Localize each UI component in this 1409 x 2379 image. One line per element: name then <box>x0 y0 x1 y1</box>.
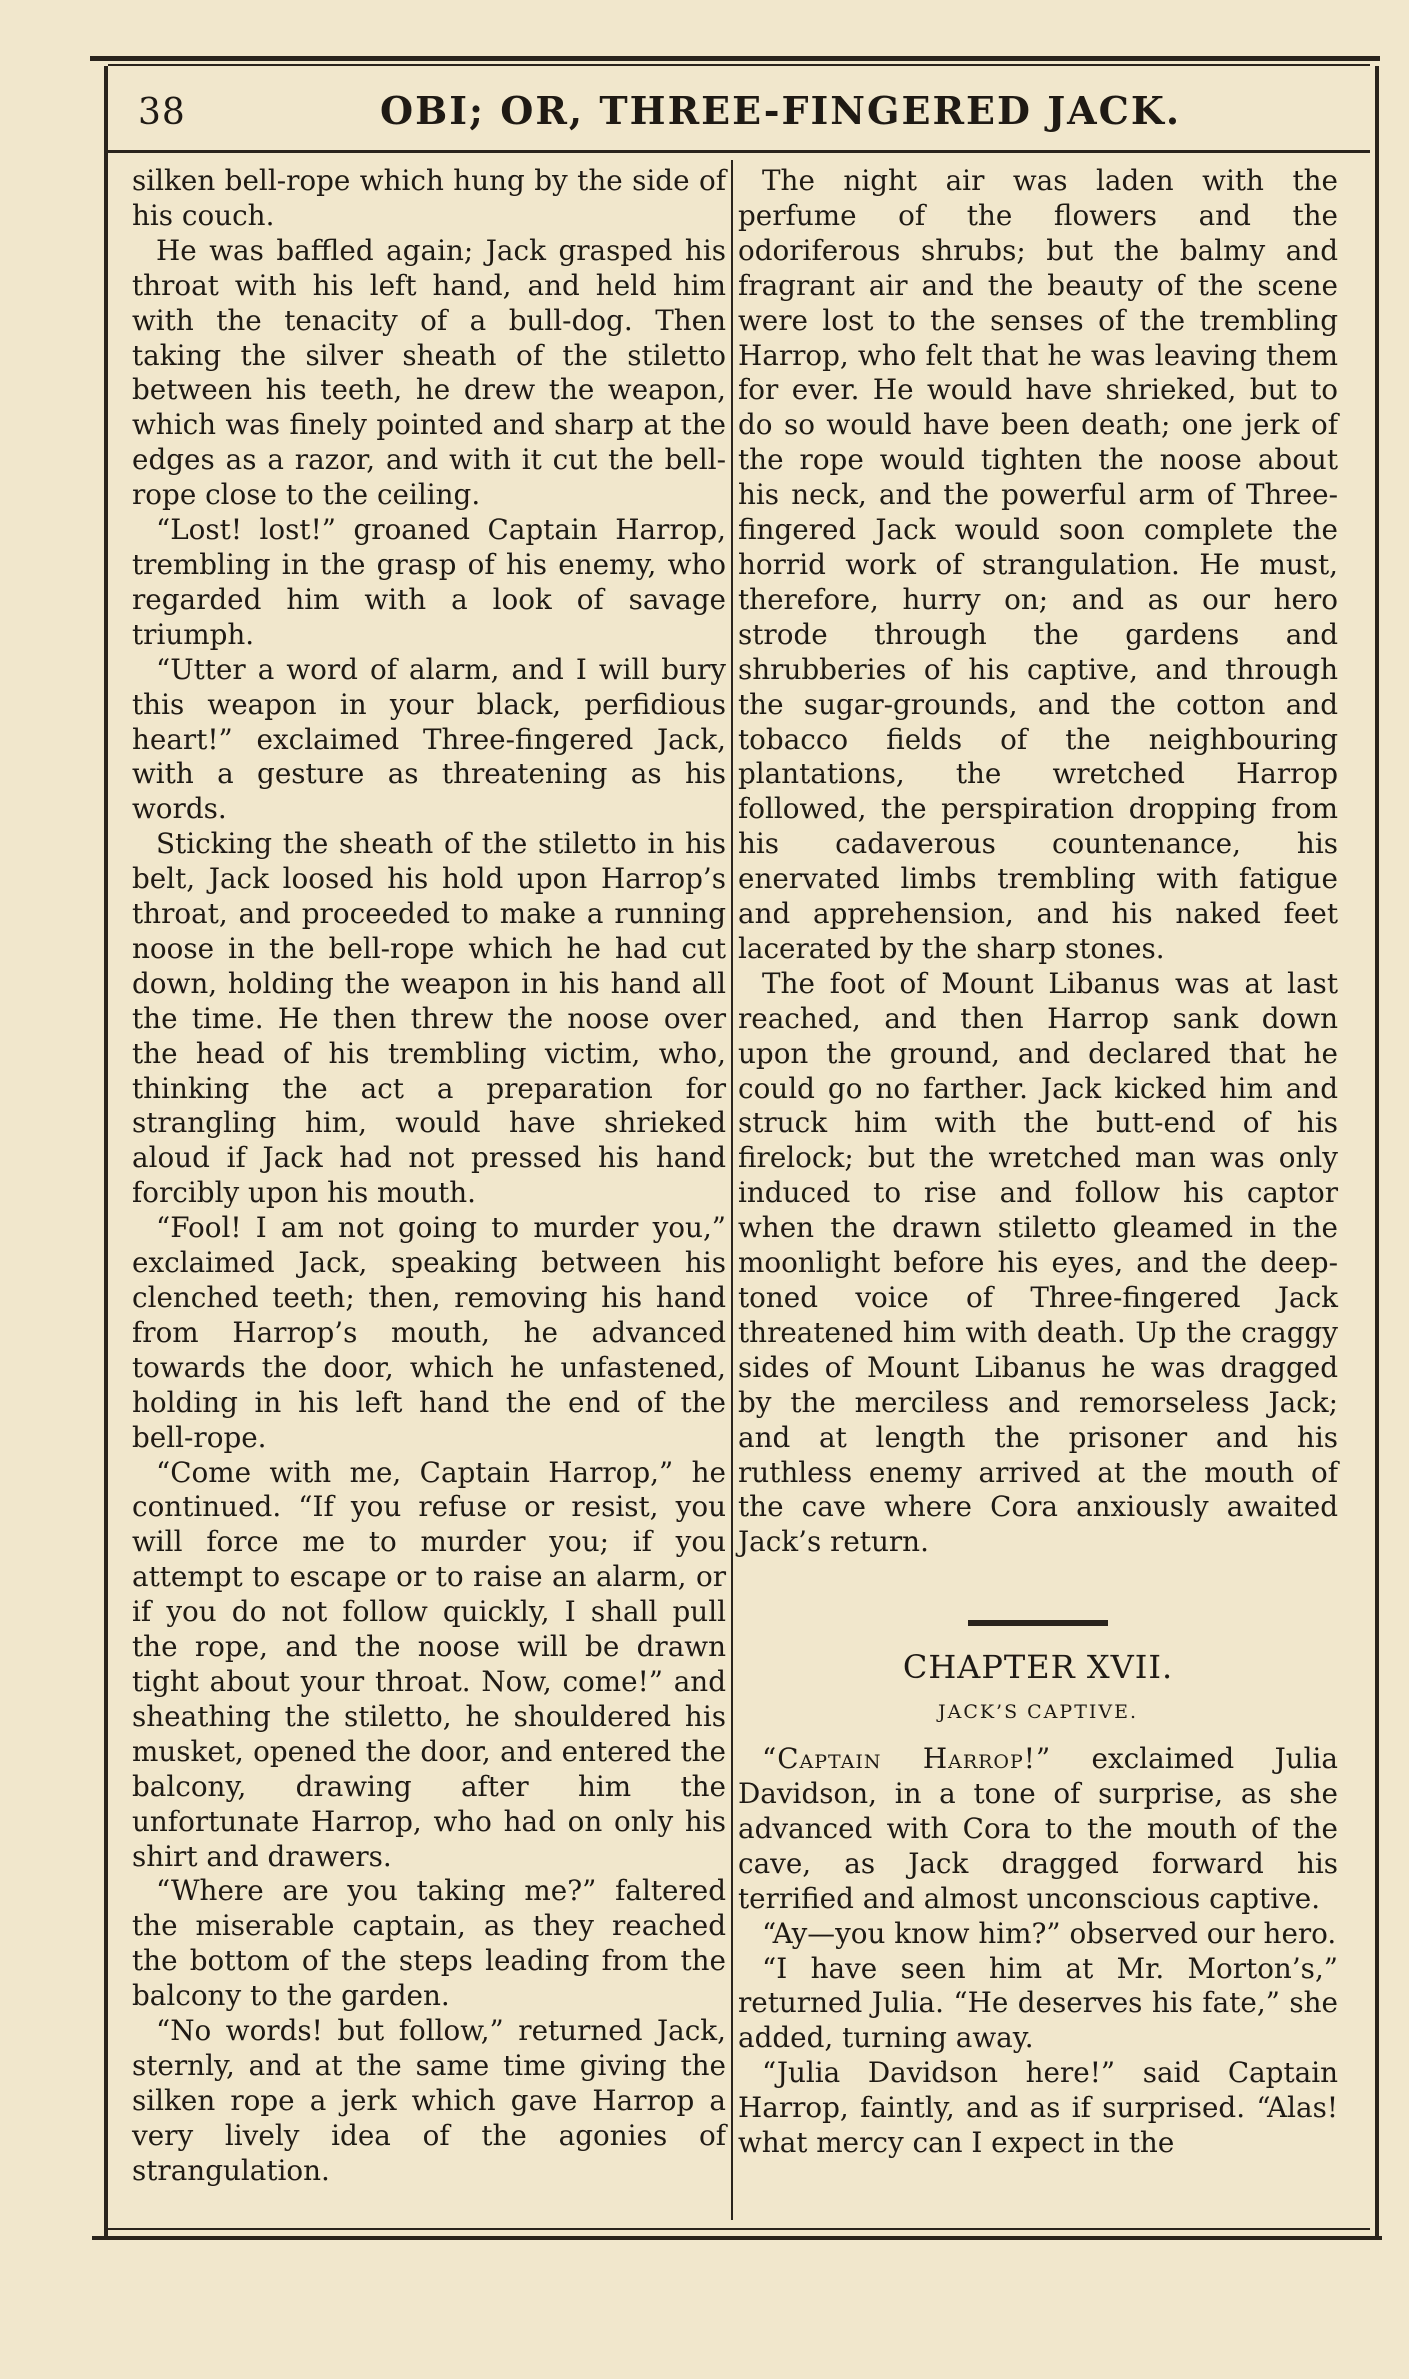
paragraph: “I have seen him at Mr. Morton’s,” returned Julia. “He deserves his fate,” she added, turning away. <box>738 1951 1338 2055</box>
paragraph: The foot of Mount Libanus was at last reached, and then Harrop sank down upon the ground, and declared that he could go no farther. Jack kicked him and struck him with the butt-end of his firelock; but the wretched man was only induced to rise and follow his captor when the drawn stiletto gleamed in the moonlight before his eyes, and the deep-toned voice of Three-fingered Jack threatened him with death. Up the craggy sides of Mount Libanus he was dragged by the merciless and remorseless Jack; and at length the prisoner and his ruthless enemy arrived at the mouth of the cave where Cora anxiously awaited Jack’s return. <box>738 966 1338 1559</box>
paragraph: “Utter a word of alarm, and I will bury this weapon in your black, perfidious heart!” exclaimed Three-fingered Jack, with a gesture as threatening as his words. <box>132 652 726 826</box>
paragraph: “Come with me, Captain Harrop,” he continued. “If you refuse or resist, you will force me to murder you; if you attempt to escape or to raise an alarm, or if you do not follow quickly, I shall pull the rope, and the noose will be drawn tight about your throat. Now, come!” and sheathing the stiletto, he shouldered his musket, opened the door, and entered the balcony, drawing after him the unfortunate Harrop, who had on only his shirt and drawers. <box>132 1455 726 1873</box>
chapter-title: CHAPTER XVII. <box>902 1648 1174 1687</box>
bottom-border-rule <box>92 2236 1382 2240</box>
paragraph: Sticking the sheath of the stiletto in his belt, Jack loosed his hold upon Harrop’s throat, and proceeded to make a running noose in the bell-rope which he had cut down, holding the weapon in his hand all the time. He then threw the noose over the head of his trembling victim, who, thinking the act a preparation for strangling him, would have shrieked aloud if Jack had not pressed his hand forcibly upon his mouth. <box>132 827 726 1210</box>
top-border-rule <box>90 56 1380 61</box>
paragraph: “Fool! I am not going to murder you,” exclaimed Jack, speaking between his clenched teeth; then, removing his hand from Harrop’s mouth, he advanced towards the door, which he unfastened, holding in his left hand the end of the bell-rope. <box>132 1211 726 1454</box>
paragraph: “Where are you taking me?” faltered the miserable captain, as they reached the bottom of the steps leading from the balcony to the garden. <box>132 1874 726 2013</box>
paragraph: “Ay—you know him?” observed our hero. <box>762 1916 1337 1950</box>
page-number: 38 <box>138 92 186 133</box>
right-column <box>738 164 1338 2161</box>
paragraph: He was baffled again; Jack grasped his throat with his left hand, and held him with the tenacity of a bull-dog. Then taking the silver sheath of the stiletto between his teeth, he drew the weapon, which was finely pointed and sharp at the edges as a razor, and with it cut the bell-rope close to the ceiling. <box>132 233 726 512</box>
paragraph: “Julia Davidson here!” said Captain Harrop, faintly, and as if surprised. “Alas! what mercy can I expect in the <box>738 2056 1338 2160</box>
running-title: OBI; OR, THREE-FINGERED JACK. <box>380 88 1182 133</box>
paragraph: The night air was laden with the perfume of the flowers and the odoriferous shrubs; but the balmy and fragrant air and the beauty of the scene were lost to the senses of the trembling Harrop, who felt that he was leaving them for ever. He would have shrieked, but to do so would have been death; one jerk of the rope would tighten the noose about his neck, and the powerful arm of Three-fingered Jack would soon complete the horrid work of strangulation. He must, therefore, hurry on; and as our hero strode through the gardens and shrubberies of his captive, and through the sugar-grounds, and the cotton and tobacco fields of the neighbouring plantations, the wretched Harrop followed, the perspiration dropping from his cadaverous countenance, his enervated limbs trembling with fatigue and apprehension, and his naked feet lacerated by the sharp stones. <box>738 164 1338 965</box>
opening-smallcaps: “Captain Harrop!” <box>762 1742 1052 1776</box>
left-column <box>132 164 726 2189</box>
opening-text: exclaimed Julia Davidson, in a tone of surprise, as she advanced with Cora to the mouth of the cave, as Jack dragged forward his terrified and almost unconscious captive. <box>738 1742 1338 1915</box>
paragraph: silken bell-rope which hung by the side of his couch. <box>132 164 726 232</box>
paragraph: “Lost! lost!” groaned Captain Harrop, trembling in the grasp of his enemy, who regarded him with a look of savage triumph. <box>132 513 726 651</box>
chapter-subtitle: JACK’S CAPTIVE. <box>937 1701 1139 1724</box>
bottom-inner-rule <box>108 2228 1370 2230</box>
paragraph: “No words! but follow,” returned Jack, sternly, and at the same time giving the silken rope a jerk which gave Harrop a very lively idea of the agonies of strangulation. <box>132 2014 726 2187</box>
column-divider <box>731 160 733 2220</box>
chapter-separator-rule <box>968 1620 1108 1626</box>
chapter-opening-paragraph <box>738 1742 1338 1917</box>
header-rule <box>108 150 1370 153</box>
